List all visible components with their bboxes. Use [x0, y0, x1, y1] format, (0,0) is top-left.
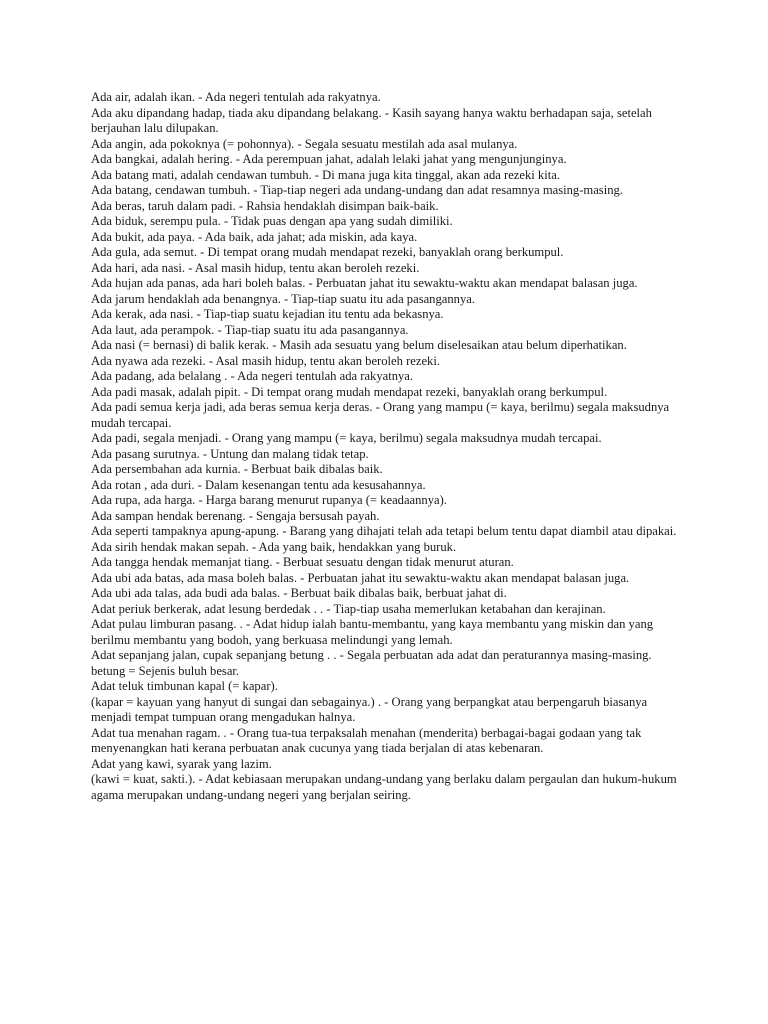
proverb-entry: Ada padi masak, adalah pipit. - Di tempat orang mudah mendapat rezeki, banyaklah orang berkumpul. [91, 384, 608, 399]
proverb-entry: Ada angin, ada pokoknya (= pohonnya). - Segala sesuatu mestilah ada asal mulanya. [91, 136, 518, 151]
proverb-entry: Adat sepanjang jalan, cupak sepanjang betung . . - Segala perbuatan ada adat dan peraturannya masing-masing. betung = Sejenis buluh besar. [91, 648, 652, 678]
proverb-entry: Adat tua menahan ragam. . - Orang tua-tua terpaksalah menahan (menderita) berbagai-bagai godaan yang tak menyenangkan hati kerana perbuatan anak cucunya yang tiada berjalan di atas kebenaran. [91, 725, 642, 755]
proverb-entry: Ada ubi ada batas, ada masa boleh balas. - Perbuatan jahat itu sewaktu-waktu akan mendapat balasan juga. [91, 570, 630, 585]
proverb-entry: Ada padi, segala menjadi. - Orang yang mampu (= kaya, berilmu) segala maksudnya mudah tercapai. [91, 431, 602, 445]
proverb-entry: Ada jarum hendaklah ada benangnya. - Tiap-tiap suatu itu ada pasangannya. [91, 291, 475, 306]
proverb-entry: Ada batang, cendawan tumbuh. - Tiap-tiap negeri ada undang-undang dan adat resamnya masing-masing. [91, 183, 623, 197]
proverb-entry: Ada laut, ada perampok. - Tiap-tiap suatu itu ada pasangannya. [91, 322, 409, 337]
proverb-entry: Ada rotan , ada duri. - Dalam kesenangan tentu ada kesusahannya. [91, 477, 426, 492]
proverb-list [91, 90, 681, 803]
proverb-entry: Adat yang kawi, syarak yang lazim. [91, 756, 272, 771]
proverb-entry: Ada rupa, ada harga. - Harga barang menurut rupanya (= keadaannya). [91, 493, 447, 507]
proverb-entry: (kapar = kayuan yang hanyut di sungai dan sebagainya.) . - Orang yang berpangkat atau berpengaruh biasanya menjadi tempat tumpuan orang mengadukan halnya. [91, 694, 648, 724]
proverb-entry: Ada padi semua kerja jadi, ada beras semua kerja deras. - Orang yang mampu (= kaya, berilmu) segala maksudnya mudah tercapai. [91, 400, 670, 430]
proverb-entry: Ada sirih hendak makan sepah. - Ada yang baik, hendakkan yang buruk. [91, 539, 457, 554]
proverb-entry: Ada kerak, ada nasi. - Tiap-tiap suatu kejadian itu tentu ada bekasnya. [91, 307, 444, 321]
proverb-entry: Ada pasang surutnya. - Untung dan malang tidak tetap. [91, 446, 369, 461]
proverb-entry: Ada ubi ada talas, ada budi ada balas. - Berbuat baik dibalas baik, berbuat jahat di. [91, 586, 507, 600]
proverb-entry: Ada bukit, ada paya. - Ada baik, ada jahat; ada miskin, ada kaya. [91, 229, 418, 244]
proverb-entry: Ada batang mati, adalah cendawan tumbuh. - Di mana juga kita tinggal, akan ada rezeki kita. [91, 167, 560, 182]
proverb-entry: Ada hari, ada nasi. - Asal masih hidup, tentu akan beroleh rezeki. [91, 260, 420, 275]
proverb-entry: Ada gula, ada semut. - Di tempat orang mudah mendapat rezeki, banyaklah orang berkumpul. [91, 245, 564, 259]
proverb-entry: Adat pulau limburan pasang. . - Adat hidup ialah bantu-membantu, yang kaya membantu yang miskin dan yang berilmu membantu yang bodoh, yang berkuasa melindungi yang lemah. [91, 617, 654, 647]
proverb-entry: Ada air, adalah ikan. - Ada negeri tentulah ada rakyatnya. [91, 90, 381, 104]
proverb-entry: Ada persembahan ada kurnia. - Berbuat baik dibalas baik. [91, 462, 383, 476]
proverb-entry: Ada padang, ada belalang . - Ada negeri tentulah ada rakyatnya. [91, 369, 414, 383]
proverb-entry: Ada bangkai, adalah hering. - Ada perempuan jahat, adalah lelaki jahat yang mengunjunginya. [91, 152, 567, 166]
proverb-entry: Ada nasi (= bernasi) di balik kerak. - Masih ada sesuatu yang belum diselesaikan atau belum diperhatikan. [91, 338, 627, 352]
proverb-entry: Ada nyawa ada rezeki. - Asal masih hidup, tentu akan beroleh rezeki. [91, 353, 440, 368]
proverb-entry: Adat teluk timbunan kapal (= kapar). [91, 679, 278, 693]
proverb-entry: Ada aku dipandang hadap, tiada aku dipandang belakang. - Kasih sayang hanya waktu berhadapan saja, setelah berjauhan lalu dilupakan. [91, 105, 652, 135]
proverb-entry: Ada sampan hendak berenang. - Sengaja bersusah payah. [91, 508, 380, 523]
proverb-entry: Ada seperti tampaknya apung-apung. - Barang yang dihajati telah ada tetapi belum tentu dapat diambil atau dipakai. [91, 524, 677, 538]
proverb-entry: Ada tangga hendak memanjat tiang. - Berbuat sesuatu dengan tidak menurut aturan. [91, 555, 514, 569]
proverb-entry: (kawi = kuat, sakti.). - Adat kebiasaan merupakan undang-undang yang berlaku dalam pergaulan dan hukum-hukum agama merupakan undang-undang negeri yang berjalan seiring. [91, 772, 677, 802]
proverb-entry: Ada hujan ada panas, ada hari boleh balas. - Perbuatan jahat itu sewaktu-waktu akan mendapat balasan juga. [91, 276, 638, 290]
proverb-entry: Ada biduk, serempu pula. - Tidak puas dengan apa yang sudah dimiliki. [91, 214, 453, 228]
proverb-entry: Ada beras, taruh dalam padi. - Rahsia hendaklah disimpan baik-baik. [91, 198, 439, 213]
proverb-entry: Adat periuk berkerak, adat lesung berdedak . . - Tiap-tiap usaha memerlukan ketabahan dan kerajinan. [91, 601, 606, 616]
